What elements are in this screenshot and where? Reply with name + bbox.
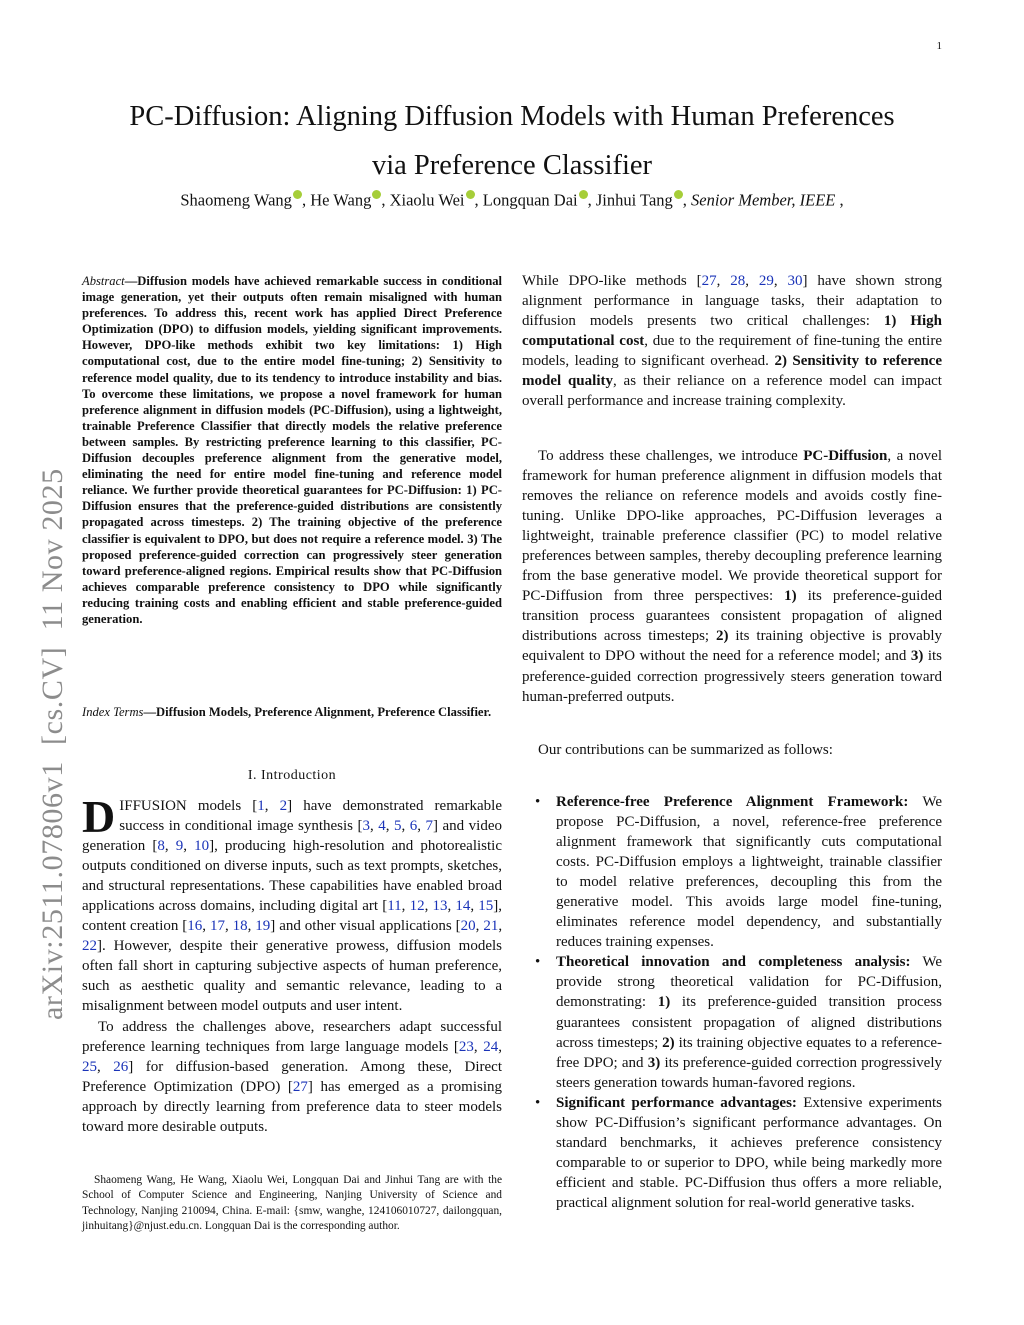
- citation-link[interactable]: 21: [483, 918, 499, 935]
- text-run: its preference-guided correction progressively steers generation towards human-favored regions.: [556, 1054, 943, 1091]
- citation-link[interactable]: 1: [257, 798, 265, 814]
- text-run: its training objective is provably equivalent to DPO without the need for a reference model; and: [522, 628, 942, 665]
- citation-link[interactable]: 24: [483, 1038, 499, 1055]
- citation-link[interactable]: 20: [460, 918, 476, 935]
- affiliation-footnote: [82, 1173, 502, 1235]
- index-terms: Index Terms—Diffusion Models, Preference Alignment, Preference Classifier.: [82, 705, 492, 719]
- text-run: While DPO-like methods [: [522, 273, 702, 289]
- citation-link[interactable]: 6: [409, 818, 418, 835]
- citation-link[interactable]: 9: [175, 838, 184, 855]
- introduction-text: [82, 791, 503, 1137]
- text-run: ], producing high-resolution and photorealistic outputs conditioned on diverse inputs, such as text prompts, sketches, and structural representations. These capabilities have enabled broad applications across domains, including digital art [: [82, 838, 502, 915]
- orcid-icon[interactable]: [466, 190, 475, 199]
- text-run: its training objective equates to a reference-free DPO; and: [556, 1034, 942, 1071]
- bold-run: 2) Sensitivity to reference model quality: [522, 353, 942, 390]
- citation-link[interactable]: 17: [209, 918, 225, 935]
- paper-title: [60, 92, 964, 190]
- text-run: , a novel framework for human preference alignment in diffusion models that removes the reliance on reference models and avoids costly fine-tuning. Unlike DPO-like approaches, PC-Diffusion leverages a lightweight, trainable preference classifier (PC) to model relative preferences between samples, thereby decoupling preference learning from the base generative model. We provide theoretical support for PC-Diffusion from three perspectives:: [522, 448, 942, 605]
- section-heading: I. Introduction: [247, 768, 337, 783]
- text-run: ] for diffusion-based generation. Among these, Direct Preference Optimization (DPO) [: [82, 1058, 502, 1095]
- citation-link[interactable]: 28: [730, 273, 746, 289]
- arxiv-side-label: arXiv:2511.07806v1 [cs.CV] 11 Nov 2025: [36, 468, 69, 1020]
- title-line-2: via Preference Classifier: [371, 150, 653, 181]
- citation-link[interactable]: 7: [425, 818, 434, 835]
- orcid-icon[interactable]: [674, 190, 683, 199]
- citation-link[interactable]: 29: [758, 273, 774, 289]
- citation-link[interactable]: 4: [378, 818, 386, 835]
- citation-link[interactable]: 30: [787, 273, 803, 289]
- text-run: , due to the requirement of fine-tuning the entire models, leading to significant overhead.: [522, 333, 942, 370]
- text-run: To address the challenges above, researchers adapt successful preference learning techniques from large language models [: [82, 1018, 502, 1055]
- bold-run: 2): [715, 628, 729, 645]
- text-run: ] have demonstrated remarkable success in conditional image synthesis [: [119, 798, 503, 835]
- author-name: Longquan Dai: [482, 190, 578, 210]
- citation-link[interactable]: 14: [455, 898, 471, 915]
- list-item: [522, 952, 942, 1092]
- bold-run: 1) High computational cost: [522, 313, 942, 350]
- citation-link[interactable]: 8: [157, 838, 165, 855]
- right-paragraph-3: Our contributions can be summarized as follows:: [538, 742, 833, 758]
- text-run: its preference-guided correction progressively steers generation toward human-preferred outputs.: [522, 648, 942, 705]
- text-run: , as their reliance on a reference model can impact overall performance and increase training complexity.: [522, 373, 942, 410]
- footnote-text: Shaomeng Wang, He Wang, Xiaolu Wei, Longquan Dai and Jinhui Tang are with the School of Computer Science and Engineering, Nanjing University of Science and Technology, Nanjing 210094, China. E-mail: {smw, wanghe, 124106010727, dailongquan, jinhuitang}@njust.edu.cn. Longquan Dai is the corresponding author.: [82, 1174, 502, 1233]
- citation-link[interactable]: 27: [701, 273, 717, 289]
- text-run: ]. However, despite their generative prowess, diffusion models often fall short in capturing subjective aspects of human preference, such as aesthetic quality and semantic relevance, leading to a misalignment between model outputs and user intent.: [82, 938, 502, 1015]
- drop-cap: D: [82, 791, 116, 842]
- citation-link[interactable]: 18: [232, 918, 248, 935]
- bold-run: 1): [784, 588, 797, 605]
- text-run: ] and other visual applications [: [270, 918, 461, 935]
- right-paragraph-1: While DPO-like methods [27, 28, 29, 30] have shown strong alignment performance in language tasks, their adaptation to diffusion models presents two critical challenges: 1) High computational cost, due to the requirement of fine-tuning the entire models, leading to significant overhead. 2) Sensitivity to reference model quality, as their reliance on a reference model can impact overall performance and increase training complexity.: [522, 273, 943, 410]
- abstract: Abstract—Diffusion models have achieved remarkable success in conditional image generation, yet their outputs often remain misaligned with human preferences. To address this, recent work has applied Direct Preference Optimization (DPO) to diffusion models, yielding significant improvements. However, DPO-like methods exhibit two key limitations: 1) High computational cost, due to the entire model fine-tuning; 2) Sensitivity to reference model quality, due to its tendency to introduce instability and bias. To overcome these limitations, we propose a novel framework for human preference alignment in diffusion models (PC-Diffusion), using a lightweight, trainable Preference Classifier that directly models the relative preference between samples. By restricting preference learning to this classifier, PC-Diffusion decouples preference alignment from the generative model, eliminating the need for entire model fine-tuning and reference model reliance. We further provide theoretical guarantees for PC-Diffusion: 1) PC-Diffusion ensures that the preference-guided distributions are consistently propagated across timesteps. 2) The training objective of the preference classifier is equivalent to DPO, but does not require a reference model. 3) The proposed preference-guided correction can progressively steer generation toward preference-aligned regions. Empirical results show that PC-Diffusion achieves comparable preference consistency to DPO while significantly reducing training costs and enabling efficient and stable preference-guided generation.: [82, 274, 502, 626]
- text-run: We propose PC-Diffusion, a novel, reference-free preference alignment framework that significantly cuts computational costs. PC-Diffusion employs a lightweight, trainable classifier to model relative preferences, decoupling this from the generative model. This avoids large model fine-tuning, eliminates reference model dependency, and substantially reduces training expenses.: [556, 794, 943, 951]
- bold-run: 1): [657, 994, 671, 1011]
- text-run: ] and video generation [: [82, 818, 503, 855]
- citation-link[interactable]: 26: [113, 1058, 129, 1075]
- citation-link[interactable]: 10: [194, 838, 210, 855]
- orcid-icon[interactable]: [579, 190, 588, 199]
- citation-link[interactable]: 3: [362, 818, 371, 835]
- bold-run: Reference-free Preference Alignment Framework:: [556, 794, 909, 810]
- text-run: IFFUSION models [: [119, 798, 258, 814]
- list-item: [522, 792, 942, 952]
- citation-link[interactable]: 22: [82, 938, 97, 955]
- text-run: Extensive experiments show PC-Diffusion’s significant performance advantages. On standard benchmarks, it achieves preference consistency comparable to or superior to DPO, while being markedly more efficient and stable. PC-Diffusion thus offers a more reliable, practical alignment solution for real-world generative tasks.: [556, 1094, 942, 1211]
- text-run: We provide strong theoretical validation for PC-Diffusion, demonstrating:: [556, 954, 942, 1011]
- bullet-icon: •: [535, 954, 541, 971]
- citation-link[interactable]: 19: [255, 918, 271, 935]
- contributions-list: [522, 792, 942, 1213]
- text-run: To address these challenges, we introduce: [538, 448, 804, 464]
- bold-run: PC-Diffusion: [803, 448, 888, 464]
- author-name: Xiaolu Wei: [389, 190, 465, 210]
- citation-link[interactable]: 11: [387, 898, 402, 915]
- citation-link[interactable]: 23: [458, 1038, 474, 1055]
- bold-run: Theoretical innovation and completeness analysis:: [556, 954, 911, 971]
- citation-link[interactable]: 25: [82, 1058, 97, 1075]
- abstract-label: Abstract: [82, 274, 125, 288]
- citation-link[interactable]: 2: [279, 798, 288, 814]
- text-run: its preference-guided transition process guarantees consistent propagation of aligned distributions across timesteps;: [522, 588, 942, 645]
- title-line-1: PC-Diffusion: Aligning Diffusion Models with Human Preferences: [129, 101, 895, 132]
- index-terms-label: Index Terms: [82, 705, 144, 719]
- index-terms-text: Diffusion Models, Preference Alignment, Preference Classifier.: [156, 705, 492, 719]
- text-run: ] has emerged as a promising approach by directly learning from preference data to steer models toward more desirable outputs.: [82, 1078, 503, 1135]
- bold-run: 2): [662, 1034, 675, 1051]
- citation-link[interactable]: 27: [292, 1078, 308, 1095]
- author-list: Shaomeng Wang , He Wang , Xiaolu Wei , Longquan Dai , Jinhui Tang , Senior Member, IEEE ,: [180, 190, 844, 210]
- bold-run: Significant performance advantages:: [556, 1094, 797, 1111]
- citation-link[interactable]: 16: [187, 918, 203, 935]
- intro-paragraph: To address the challenges above, researchers adapt successful preference learning techniques from large language models [23, 24, 25, 26] for diffusion-based generation. Among these, Direct Preference Optimization (DPO) [27] has emerged as a promising approach by directly learning from preference data to steer models toward more desirable outputs.: [82, 1018, 503, 1135]
- citation-link[interactable]: 12: [409, 898, 425, 915]
- citation-link[interactable]: 5: [394, 818, 402, 835]
- author-name: Shaomeng Wang: [180, 190, 292, 210]
- author-name: Jinhui Tang: [595, 190, 673, 210]
- author-membership: Senior Member, IEEE: [691, 190, 836, 210]
- author-name: He Wang: [310, 190, 372, 210]
- abstract-text: Diffusion models have achieved remarkable success in conditional image generation, yet their outputs often remain misaligned with human preferences. To address this, recent work has applied Direct Preference Optimization (DPO) to diffusion models, yielding significant improvements. However, DPO-like methods exhibit two key limitations: 1) High computational cost, due to the entire model fine-tuning; 2) Sensitivity to reference model quality, due to its tendency to introduce instability and bias. To overcome these limitations, we propose a novel framework for human preference alignment in diffusion models (PC-Diffusion), using a lightweight, trainable Preference Classifier that directly models the relative preference between samples. By restricting preference learning to this classifier, PC-Diffusion decouples preference alignment from the generative model, eliminating the need for entire model fine-tuning and reference model reliance. We further provide theoretical guarantees for PC-Diffusion: 1) PC-Diffusion ensures that the preference-guided distributions are consistently propagated across timesteps. 2) The training objective of the preference classifier is equivalent to DPO, but does not require a reference model. 3) The proposed preference-guided correction can progressively steer generation toward preference-aligned regions. Empirical results show that PC-Diffusion achieves comparable preference consistency to DPO while significantly reducing training costs and enabling efficient and stable preference-guided generation.: [82, 274, 502, 626]
- list-item: [522, 1093, 942, 1213]
- right-paragraph-2: [522, 446, 942, 707]
- orcid-icon[interactable]: [293, 190, 302, 199]
- text-run: its preference-guided transition process guarantees consistent propagation of aligned distributions across timesteps;: [556, 994, 942, 1051]
- intro-paragraph: DIFFUSION models [1, 2] have demonstrated remarkable success in conditional image synthesis [3, 4, 5, 6, 7] and video generation [8, 9, 10], producing high-resolution and photorealistic outputs conditioned on diverse inputs, such as text prompts, sketches, and structural representations. These capabilities have enabled broad applications across domains, including digital art [11, 12, 13, 14, 15], content creation [16, 17, 18, 19] and other visual applications [20, 21, 22]. However, despite their generative prowess, diffusion models often fall short in capturing subjective aspects of human preference, such as aesthetic quality and semantic relevance, leading to a misalignment between model outputs and user intent.: [82, 791, 503, 1015]
- bold-run: 3): [910, 648, 924, 665]
- bullet-icon: •: [535, 794, 541, 810]
- bold-run: 3): [647, 1054, 661, 1071]
- page-number: 1: [936, 40, 942, 52]
- orcid-icon[interactable]: [372, 190, 381, 199]
- citation-link[interactable]: 15: [478, 898, 494, 915]
- bullet-icon: •: [535, 1094, 541, 1111]
- text-run: ] have shown strong alignment performance in language tasks, their adaptation to diffusion models presents two critical challenges:: [522, 273, 943, 330]
- text-run: ], content creation [: [82, 898, 503, 935]
- citation-link[interactable]: 13: [432, 898, 448, 915]
